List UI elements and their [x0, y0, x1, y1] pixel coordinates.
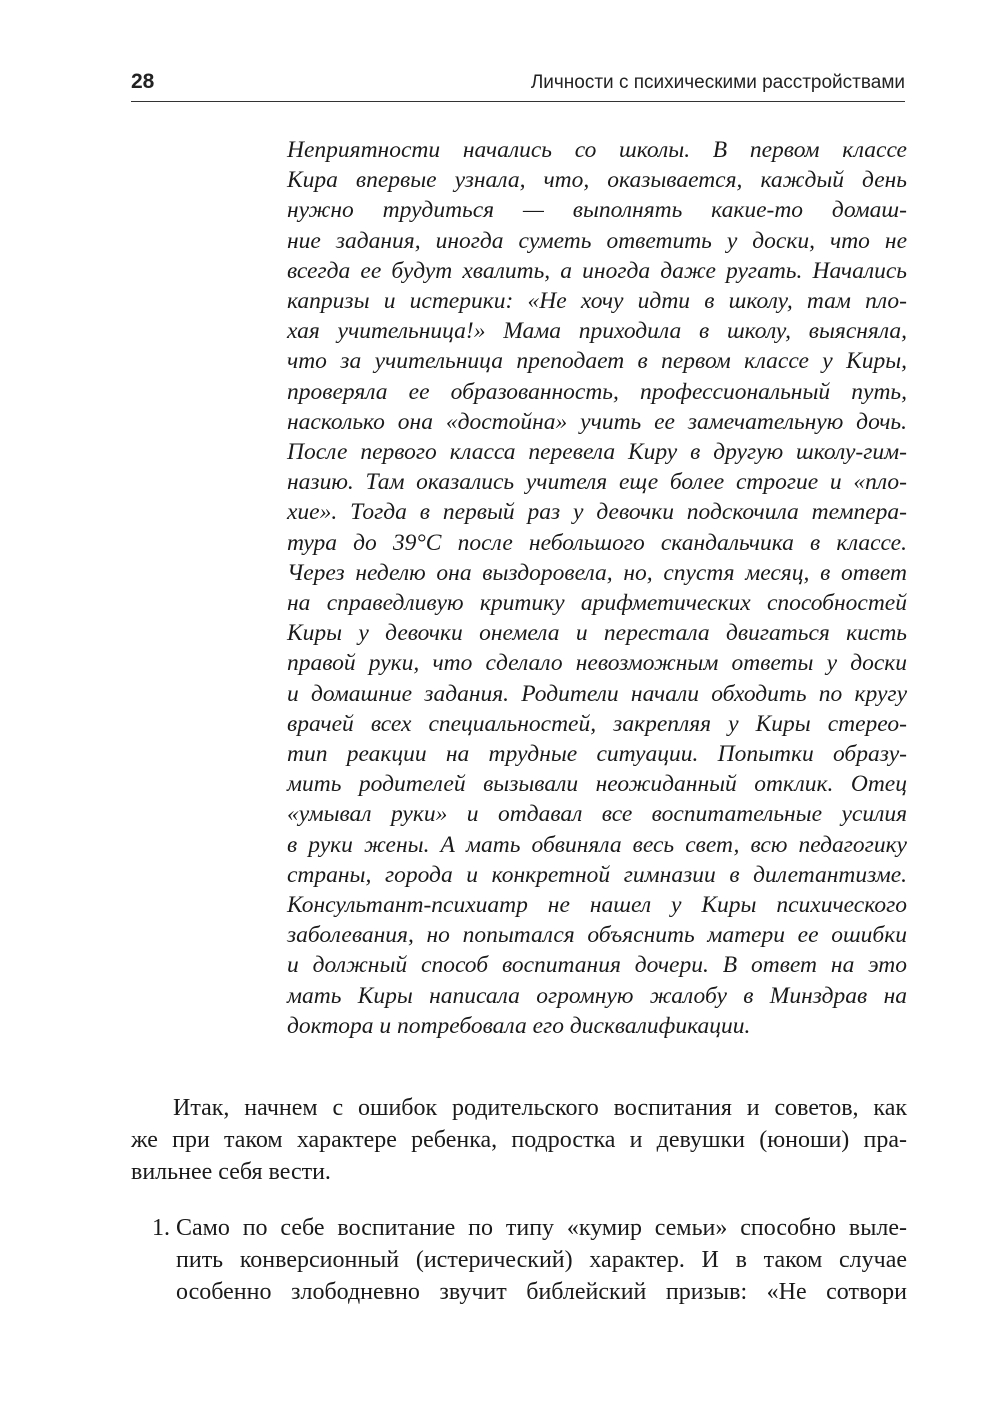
case-study-line: Через неделю она выздоровела, но, спустя месяц, в ответ: [287, 559, 907, 586]
case-study-line: нужно трудиться — выполнять какие-то домаш-: [287, 197, 907, 224]
case-study-line: капризы и истерики: «Не хочу идти в школу, там пло-: [287, 288, 907, 315]
case-study-line: в руки жены. А мать обвиняла весь свет, всю педагогику: [287, 831, 907, 858]
case-study-line: всегда ее будут хвалить, а иногда даже ругать. Начались: [287, 257, 907, 284]
intro-paragraph: [131, 1092, 907, 1188]
case-study-line: насколько она «достойна» учить ее замечательную дочь.: [287, 408, 907, 435]
case-study-line: врачей всех специальностей, закрепляя у Киры стерео-: [287, 710, 907, 737]
case-study-line: что за учительница преподает в первом классе у Киры,: [287, 348, 907, 375]
list-item-line: Само по себе воспитание по типу «кумир семьи» способно выле-: [176, 1215, 907, 1241]
case-study-line: проверяла ее образованность, профессиональный путь,: [287, 378, 907, 405]
case-study-line: назию. Там оказались учителя еще более строгие и «пло-: [287, 469, 907, 496]
case-study-line: Киры у девочки онемела и перестала двигаться кисть: [287, 620, 907, 647]
list-item: [131, 1212, 907, 1308]
case-study-line: и должный способ воспитания дочери. В ответ на это: [287, 952, 907, 979]
list-marker: 1.: [152, 1215, 170, 1241]
case-study-line: правой руки, что сделало невозможным ответы у доски: [287, 650, 907, 677]
page-number: 28: [131, 70, 155, 93]
header-rule: [131, 101, 905, 102]
list-item-line: пить конверсионный (истерический) характер. И в таком случае: [176, 1247, 907, 1273]
case-study-block: [287, 135, 907, 1041]
case-study-line: Консультант-психиатр не нашел у Киры психического: [287, 892, 907, 919]
page-header: [131, 62, 905, 102]
case-study-line: страны, города и конкретной гимназии в дилетантизме.: [287, 861, 907, 888]
paragraph-line: вильнее себя вести.: [131, 1159, 331, 1185]
case-study-line: хая учительница!» Мама приходила в школу, выясняла,: [287, 318, 907, 345]
paragraph-line: Итак, начнем с ошибок родительского воспитания и советов, как: [173, 1095, 907, 1121]
case-study-line: Неприятности начались со школы. В первом классе: [287, 137, 907, 163]
case-study-line: доктора и потребовала его дисквалификации.: [287, 1012, 751, 1039]
list-item-line: особенно злободневно звучит библейский призыв: «Не сотвори: [176, 1279, 907, 1305]
case-study-line: хие». Тогда в первый раз у девочки подскочила темпера-: [287, 499, 907, 526]
running-title: Личности с психическими расстройствами: [530, 72, 905, 93]
case-study-line: тура до 39°С после небольшого скандальчика в классе.: [287, 529, 907, 556]
case-study-line: заболевания, но попытался объяснить матери ее ошибки: [287, 922, 907, 949]
paragraph-line: же при таком характере ребенка, подростка и девушки (юноши) пра-: [131, 1127, 907, 1153]
numbered-list: [131, 1212, 907, 1308]
case-study-line: ние задания, иногда суметь ответить у доски, что не: [287, 227, 907, 254]
case-study-line: мить родителей вызывали неожиданный отклик. Отец: [287, 771, 907, 798]
case-study-line: тип реакции на трудные ситуации. Попытки образу-: [287, 741, 907, 768]
case-study-line: и домашние задания. Родители начали обходить по кругу: [287, 680, 907, 707]
case-study-line: «умывал руки» и отдавал все воспитательные усилия: [287, 801, 907, 828]
case-study-line: на справедливую критику арифметических способностей: [287, 590, 907, 617]
case-study-line: Кира впервые узнала, что, оказывается, каждый день: [287, 167, 907, 194]
case-study-line: После первого класса перевела Киру в другую школу-гим-: [287, 439, 907, 466]
case-study-line: мать Киры написала огромную жалобу в Минздрав на: [287, 982, 907, 1009]
